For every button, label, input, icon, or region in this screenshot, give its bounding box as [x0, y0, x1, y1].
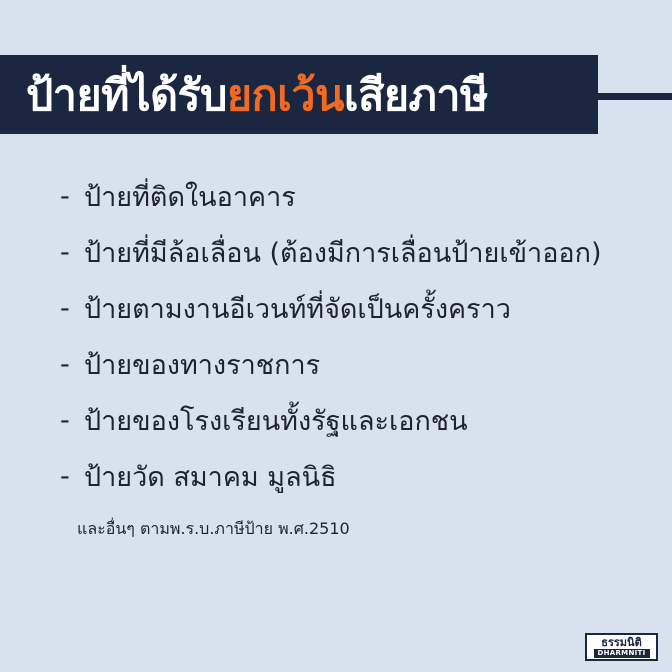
bullet-dash: -	[60, 236, 70, 268]
list-item-text: ป้ายที่มีล้อเลื่อน (ต้องมีการเลื่อนป้ายเข้าออก)	[84, 237, 602, 269]
list-item-text: ป้ายวัด สมาคม มูลนิธิ	[84, 461, 337, 493]
bullet-dash: -	[60, 460, 70, 492]
bullet-dash: -	[60, 292, 70, 324]
exemption-list	[60, 168, 602, 504]
bullet-dash: -	[60, 180, 70, 212]
list-item-text: ป้ายที่ติดในอาคาร	[84, 181, 296, 213]
page-title	[26, 61, 488, 129]
list-item-text: ป้ายตามงานอีเวนท์ที่จัดเป็นครั้งคราว	[84, 293, 511, 325]
list-item	[60, 448, 602, 504]
bullet-dash: -	[60, 348, 70, 380]
brand-logo	[585, 633, 658, 661]
list-item	[60, 392, 602, 448]
footnote: และอื่นๆ ตามพ.ร.บ.ภาษีป้าย พ.ศ.2510	[77, 519, 350, 538]
title-accent: ยกเว้น	[226, 70, 344, 121]
list-item-text: ป้ายของทางราชการ	[84, 349, 321, 381]
list-item-text: ป้ายของโรงเรียนทั้งรัฐและเอกชน	[84, 405, 468, 437]
list-item	[60, 280, 602, 336]
list-item	[60, 168, 602, 224]
bullet-dash: -	[60, 404, 70, 436]
logo-latin-text: DHARMNITI	[594, 649, 650, 658]
title-banner	[0, 55, 598, 134]
title-decor-line	[598, 93, 672, 100]
title-part-1: ป้ายที่ได้รับ	[26, 70, 227, 121]
title-part-2: เสียภาษี	[343, 70, 488, 121]
list-item	[60, 336, 602, 392]
logo-thai-text: ธรรมนิติ	[601, 635, 642, 649]
list-item	[60, 224, 602, 280]
